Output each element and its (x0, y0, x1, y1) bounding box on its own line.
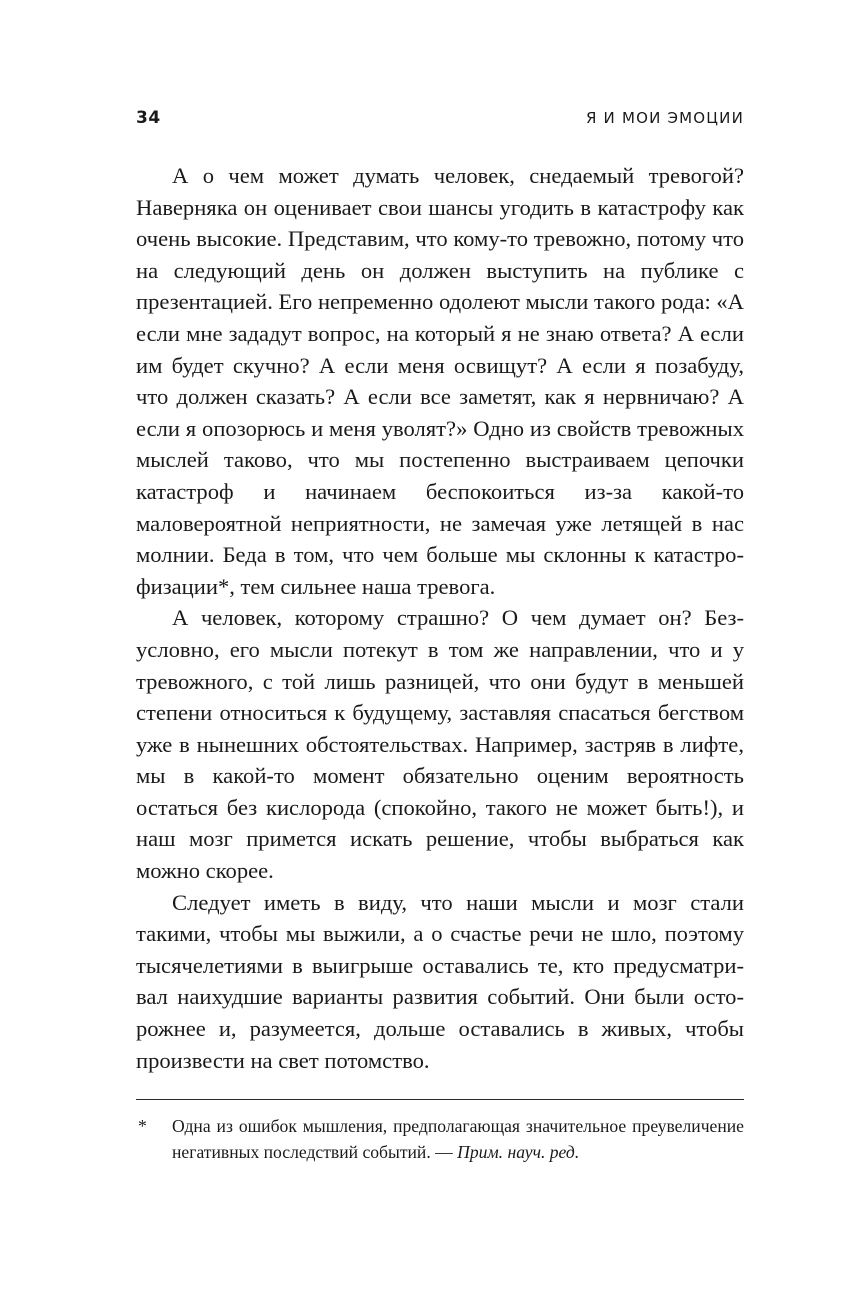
footnote-attribution: Прим. науч. ред. (457, 1142, 580, 1162)
footnote-body: Одна из ошибок мышления, предполагающая значительное преувеличение негативных последствий событий. — (172, 1116, 744, 1162)
page-header (136, 108, 744, 134)
paragraph-3: Следует иметь в виду, что наши мысли и мозг стали такими, чтобы мы выжили, а о счастье речи не шло, поэтому тысячелетиями в выигрыше оставались те, кто предусматривал наихудшие варианты развития событий. Они были осторожнее и, разумеется, дольше оставались в живых, чтобы произвести на свет потомство. (136, 889, 744, 1073)
footnote-text (172, 1113, 744, 1165)
page-number: 34 (136, 108, 161, 128)
body-text (136, 160, 744, 1076)
footnote-mark: * (138, 1116, 147, 1136)
footnote (136, 1113, 744, 1165)
paragraph-1: А о чем может думать человек, снедаемый тревогой? Наверняка он оценивает свои шансы угодить в катастрофу как очень высокие. Представим, что кому-то тревожно, потому что на следующий день он должен выступить на публике с презентацией. Его непременно одолеют мысли такого рода: «А если мне зададут вопрос, на который я не знаю ответа? А если им будет скучно? А если меня освищут? А если я позабуду, что должен сказать? А если все заметят, как я нервничаю? А если я опозорюсь и меня уволят?» Одно из свойств тревожных мыслей таково, что мы постепенно выстраиваем цепочки катастроф и начинаем беспокоиться из-за какой-то маловероятной неприятности, не замечая уже летящей в нас молнии. Беда в том, что чем больше мы склонны к катастрофизации*, тем сильнее наша тревога. (136, 163, 744, 599)
running-head: Я И МОИ ЭМОЦИИ (585, 109, 744, 127)
footnote-divider (136, 1099, 744, 1100)
paragraph-2: А человек, которому страшно? О чем думает он? Безусловно, его мысли потекут в том же направлении, что и у тревожного, с той лишь разницей, что они будут в меньшей степени относиться к будущему, заставляя спасаться бегством уже в нынешних обстоятельствах. Например, застряв в лифте, мы в какой-то момент обязательно оценим вероятность остаться без кислорода (спокойно, такого не может быть!), и наш мозг примется искать решение, чтобы выбраться как можно скорее. (136, 605, 744, 884)
